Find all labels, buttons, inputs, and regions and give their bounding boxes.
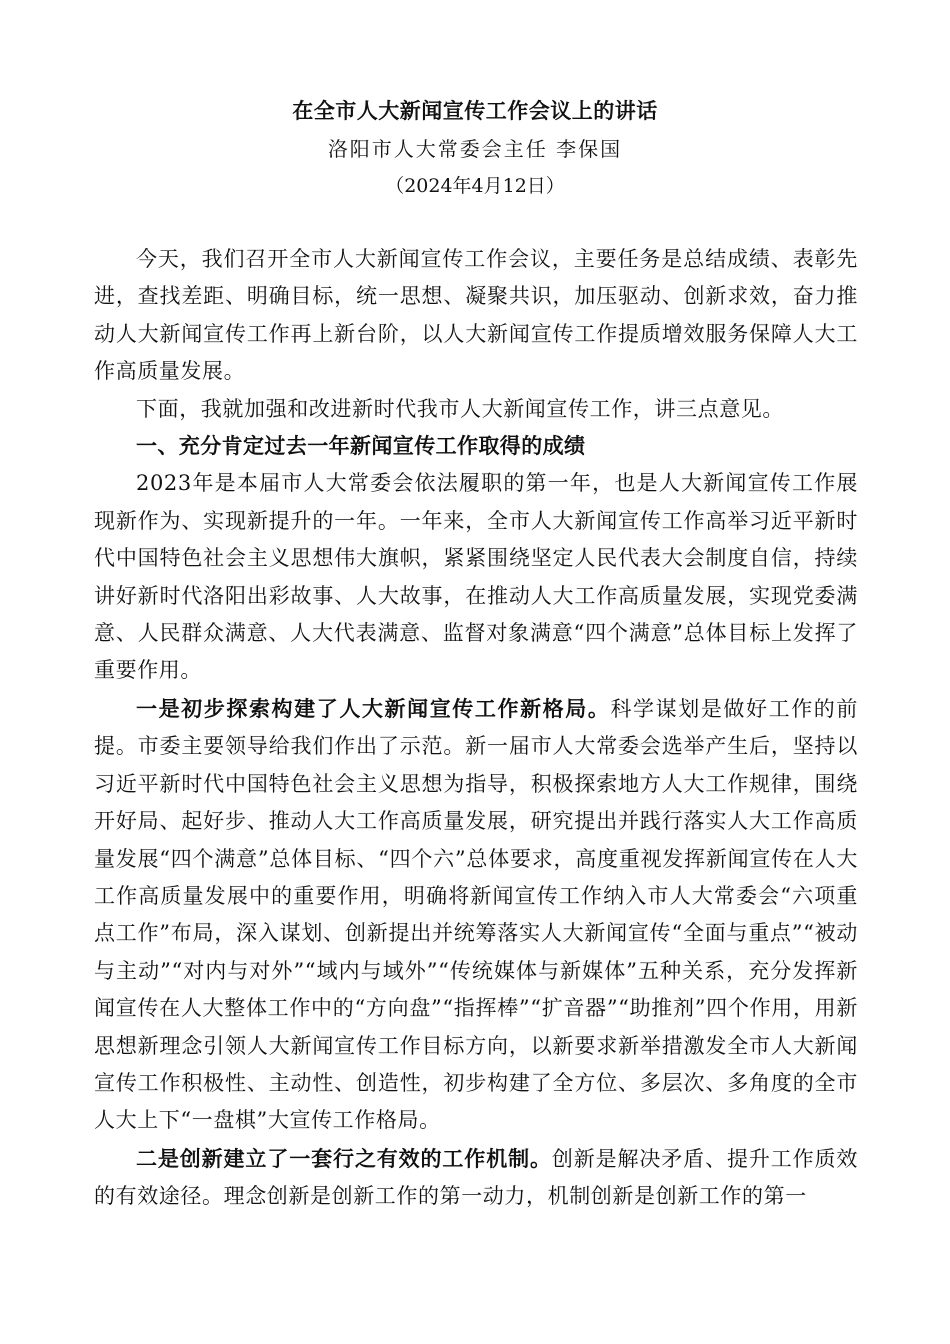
document-title: 在全市人大新闻宣传工作会议上的讲话 <box>292 98 658 123</box>
paragraph-2023-summary: 2023年是本届市人大常委会依法履职的第一年，也是人大新闻宣传工作展现新作为、实现新提升的一年。一年来，全市人大新闻宣传工作高举习近平新时代中国特色社会主义思想伟大旗帜，紧紧围绕坚定人民代表大会制度自信，持续讲好新时代洛阳出彩故事、人大故事，在推动人大工作高质量发展，实现党委满意、人民群众满意、人大代表满意、监督对象满意“四个满意”总体目标上发挥了重要作用。 <box>94 471 858 683</box>
document-date: （2024年4月12日） <box>385 175 565 197</box>
paragraph-point-two <box>94 1140 858 1216</box>
document-author: 洛阳市人大常委会主任 李保国 <box>327 137 623 161</box>
paragraph-opening: 今天，我们召开全市人大新闻宣传工作会议，主要任务是总结成绩、表彰先进，查找差距、明确目标，统一思想、凝聚共识，加压驱动、创新求效，奋力推动人大新闻宣传工作再上新台阶，以人大新闻宣传工作提质增效服务保障人大工作高质量发展。 <box>94 247 858 384</box>
section-heading-1: 一、充分肯定过去一年新闻宣传工作取得的成绩 <box>136 434 586 459</box>
paragraph-intro: 下面，我就加强和改进新时代我市人大新闻宣传工作，讲三点意见。 <box>136 396 784 421</box>
point-two-text: 创新是解决矛盾、提升工作质效的有效途径。理念创新是创新工作的第一动力，机制创新是创新工作的第一 <box>94 1146 858 1209</box>
point-two-lead: 二是创新建立了一套行之有效的工作机制。 <box>136 1145 552 1171</box>
paragraph-point-one <box>94 690 858 1140</box>
document-body <box>94 241 858 1216</box>
point-one-text: 科学谋划是做好工作的前提。市委主要领导给我们作出了示范。新一届市人大常委会选举产生后，坚持以习近平新时代中国特色社会主义思想为指导，积极探索地方人大工作规律，围绕开好局、起好步、推动人大工作高质量发展，研究提出并践行落实人大工作高质量发展“四个满意”总体目标、“四个六”总体要求，高度重视发挥新闻宣传在人大工作高质量发展中的重要作用，明确将新闻宣传工作纳入市人大常委会“六项重点工作”布局，深入谋划、创新提出并统筹落实人大新闻宣传“全面与重点”“被动与主动”“对内与对外”“域内与域外”“传统媒体与新媒体”五种关系，充分发挥新闻宣传在人大整体工作中的“方向盘”“指挥棒”“扩音器”“助推剂”四个作用，用新思想新理念引领人大新闻宣传工作目标方向，以新要求新举措激发全市人大新闻宣传工作积极性、主动性、创造性，初步构建了全方位、多层次、多角度的全市人大上下“一盘棋”大宣传工作格局。 <box>94 696 858 1133</box>
point-one-lead: 一是初步探索构建了人大新闻宣传工作新格局。 <box>136 695 611 721</box>
